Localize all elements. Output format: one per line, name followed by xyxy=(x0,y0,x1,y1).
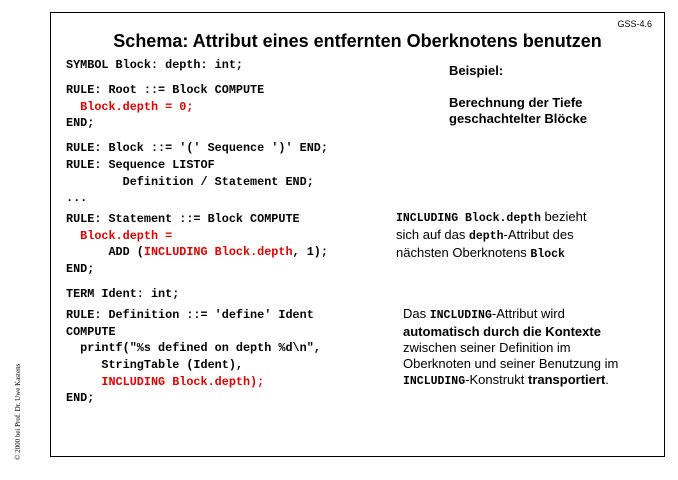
note-text: bezieht xyxy=(540,209,587,224)
note-text: -Konstrukt xyxy=(465,372,528,387)
example-description-line: geschachtelter Blöcke xyxy=(449,111,588,126)
note-text: zwischen seiner Definition im xyxy=(403,340,571,355)
code-line: SYMBOL Block: depth: int; xyxy=(66,58,243,72)
note-automatic-transport xyxy=(403,306,653,390)
note-emphasis: automatisch durch die Kontexte xyxy=(403,324,601,339)
code-term: INCLUDING Block.depth xyxy=(396,212,541,225)
code-line: END; xyxy=(66,262,95,277)
code-term: INCLUDING xyxy=(403,375,466,388)
note-text: Das xyxy=(403,306,430,321)
note-including-reference xyxy=(396,209,646,263)
example-label: Beispiel: xyxy=(449,63,504,78)
note-text: sich auf das xyxy=(396,227,469,242)
code-line xyxy=(66,374,406,391)
code-line: printf("%s defined on depth %d\n", xyxy=(66,341,321,356)
note-text: Oberknoten und seiner Benutzung im xyxy=(403,356,619,371)
copyright-notice: © 2000 bei Prof. Dr. Uwe Kastens xyxy=(14,363,22,460)
code-line: END; xyxy=(66,116,95,131)
code-line: Definition / Statement END; xyxy=(66,174,314,189)
code-term: Block xyxy=(530,248,565,261)
code-highlight: Block.depth = xyxy=(66,228,173,243)
note-text: nächsten Oberknotens xyxy=(396,245,531,260)
code-line: RULE: Root ::= Block COMPUTE xyxy=(66,83,265,98)
example-description xyxy=(449,95,587,127)
note-text: -Attribut wird xyxy=(491,306,565,321)
note-emphasis: transportiert xyxy=(527,372,606,387)
slide-title: Schema: Attribut eines entfernten Oberknotens benutzen xyxy=(113,31,602,51)
slide-frame xyxy=(50,12,665,457)
code-line xyxy=(66,228,406,245)
code-highlight: Block.depth = 0; xyxy=(66,99,194,114)
code-line: RULE: Sequence LISTOF xyxy=(66,157,215,172)
code-block xyxy=(66,57,406,407)
code-line: END; xyxy=(66,391,95,406)
note-text: . xyxy=(605,372,609,387)
code-line: StringTable (Ident), xyxy=(66,358,243,372)
note-text: -Attribut des xyxy=(503,227,574,242)
code-line: RULE: Statement ::= Block COMPUTE xyxy=(66,212,300,227)
code-highlight: INCLUDING Block.depth xyxy=(143,245,293,260)
code-line: TERM Ident: int; xyxy=(66,287,180,302)
code-line: ... xyxy=(66,191,88,206)
code-line xyxy=(66,244,406,261)
code-highlight: INCLUDING Block.depth); xyxy=(66,374,265,389)
code-line: RULE: Block ::= '(' Sequence ')' END; xyxy=(66,141,328,156)
code-line: RULE: Definition ::= 'define' Ident xyxy=(66,308,314,323)
example-description-line: Berechnung der Tiefe xyxy=(449,95,583,110)
code-line: COMPUTE xyxy=(66,324,116,339)
code-segment: , 1); xyxy=(292,245,328,260)
code-term: depth xyxy=(469,230,504,243)
slide-id: GSS-4.6 xyxy=(617,19,652,29)
code-term: INCLUDING xyxy=(429,309,492,322)
code-segment: ADD ( xyxy=(66,245,144,260)
code-line xyxy=(66,99,406,116)
